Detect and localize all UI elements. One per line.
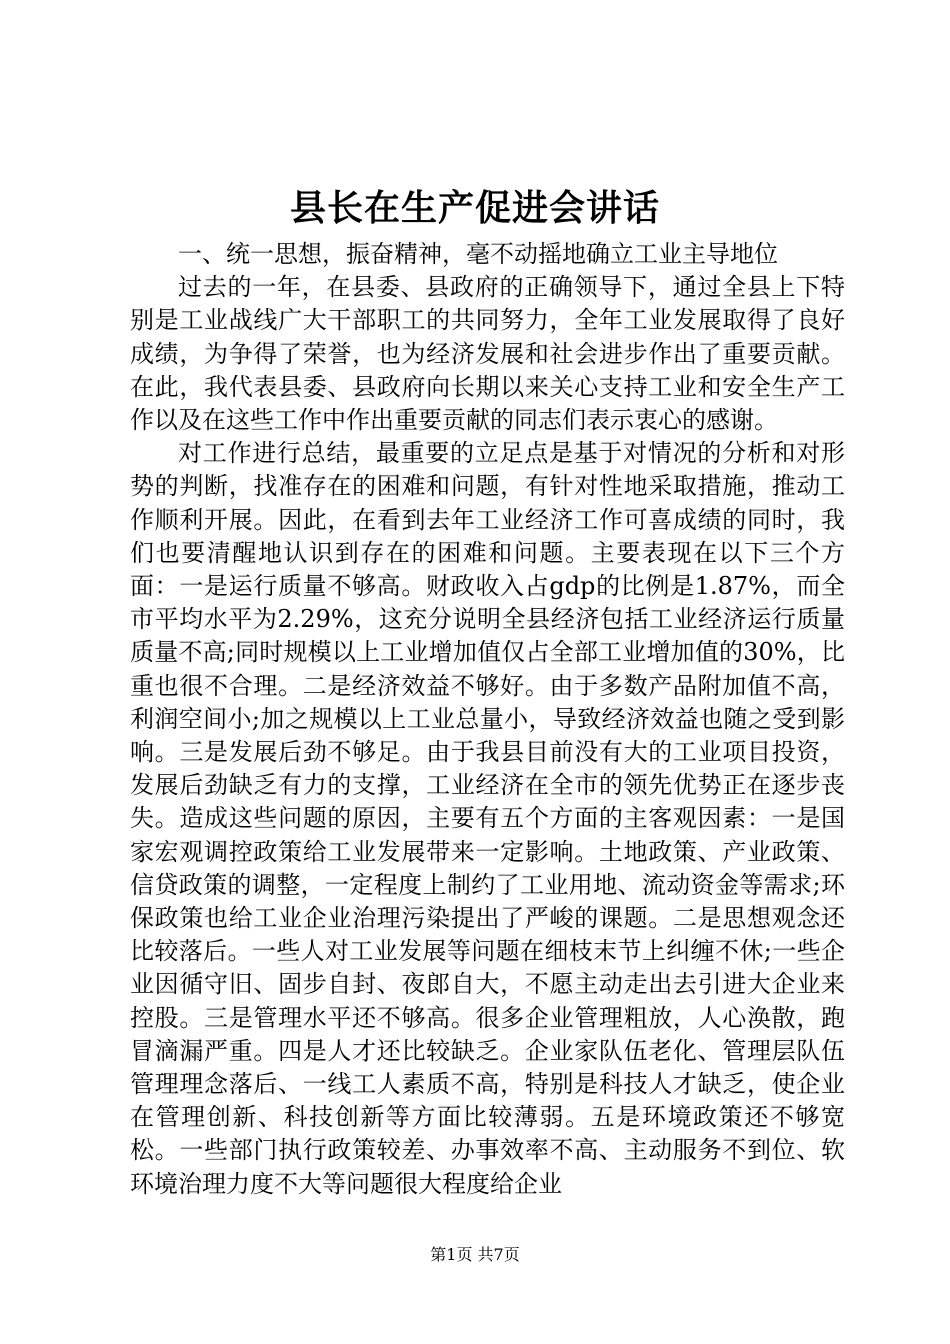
document-title: 县长在生产促进会讲话 [289,187,660,229]
body-paragraph: 过去的一年，在县委、县政府的正确领导下，通过全县上下特别是工业战线广大干部职工的共同努力，全年工业发展取得了良好成绩，为争得了荣誉，也为经济发展和社会进步作出了重要贡献。在此，我代表县委、县政府向长期以来关心支持工业和安全生产工作以及在这些工作中作出重要贡献的同志们表示衷心的感谢。 [130,273,845,435]
document-body [130,238,845,1201]
page-number-footer: 第1页 共7页 [430,1245,520,1264]
body-paragraph: 对工作进行总结，最重要的立足点是基于对情况的分析和对形势的判断，找准存在的困难和问题，有针对性地采取措施，推动工作顺利开展。因此，在看到去年工业经济工作可喜成绩的同时，我们也要清醒地认识到存在的困难和问题。主要表现在以下三个方面：一是运行质量不够高。财政收入占gdp的比例是1.87%，而全市平均水平为2.29%，这充分说明全县经济包括工业经济运行质量质量不高;同时规模以上工业增加值仅占全部工业增加值的30%，比重也很不合理。二是经济效益不够好。由于多数产品附加值不高，利润空间小;加之规模以上工业总量小，导致经济效益也随之受到影响。三是发展后劲不够足。由于我县目前没有大的工业项目投资，发展后劲缺乏有力的支撑，工业经济在全市的领先优势正在逐步丧失。造成这些问题的原因，主要有五个方面的主客观因素：一是国家宏观调控政策给工业发展带来一定影响。土地政策、产业政策、信贷政策的调整，一定程度上制约了工业用地、流动资金等需求;环保政策也给工业企业治理污染提出了严峻的课题。二是思想观念还比较落后。一些人对工业发展等问题在细枝末节上纠缠不休;一些企业因循守旧、固步自封、夜郎自大，不愿主动走出去引进大企业来控股。三是管理水平还不够高。很多企业管理粗放，人心涣散，跑冒滴漏严重。四是人才还比较缺乏。企业家队伍老化、管理层队伍管理理念落后、一线工人素质不高，特别是科技人才缺乏，使企业在管理创新、科技创新等方面比较薄弱。五是环境政策还不够宽松。一些部门执行政策较差、办事效率不高、主动服务不到位、软环境治理力度不大等问题很大程度给企业 [130,439,845,1198]
section-heading: 一、统一思想，振奋精神，毫不动摇地确立工业主导地位 [178,240,778,268]
